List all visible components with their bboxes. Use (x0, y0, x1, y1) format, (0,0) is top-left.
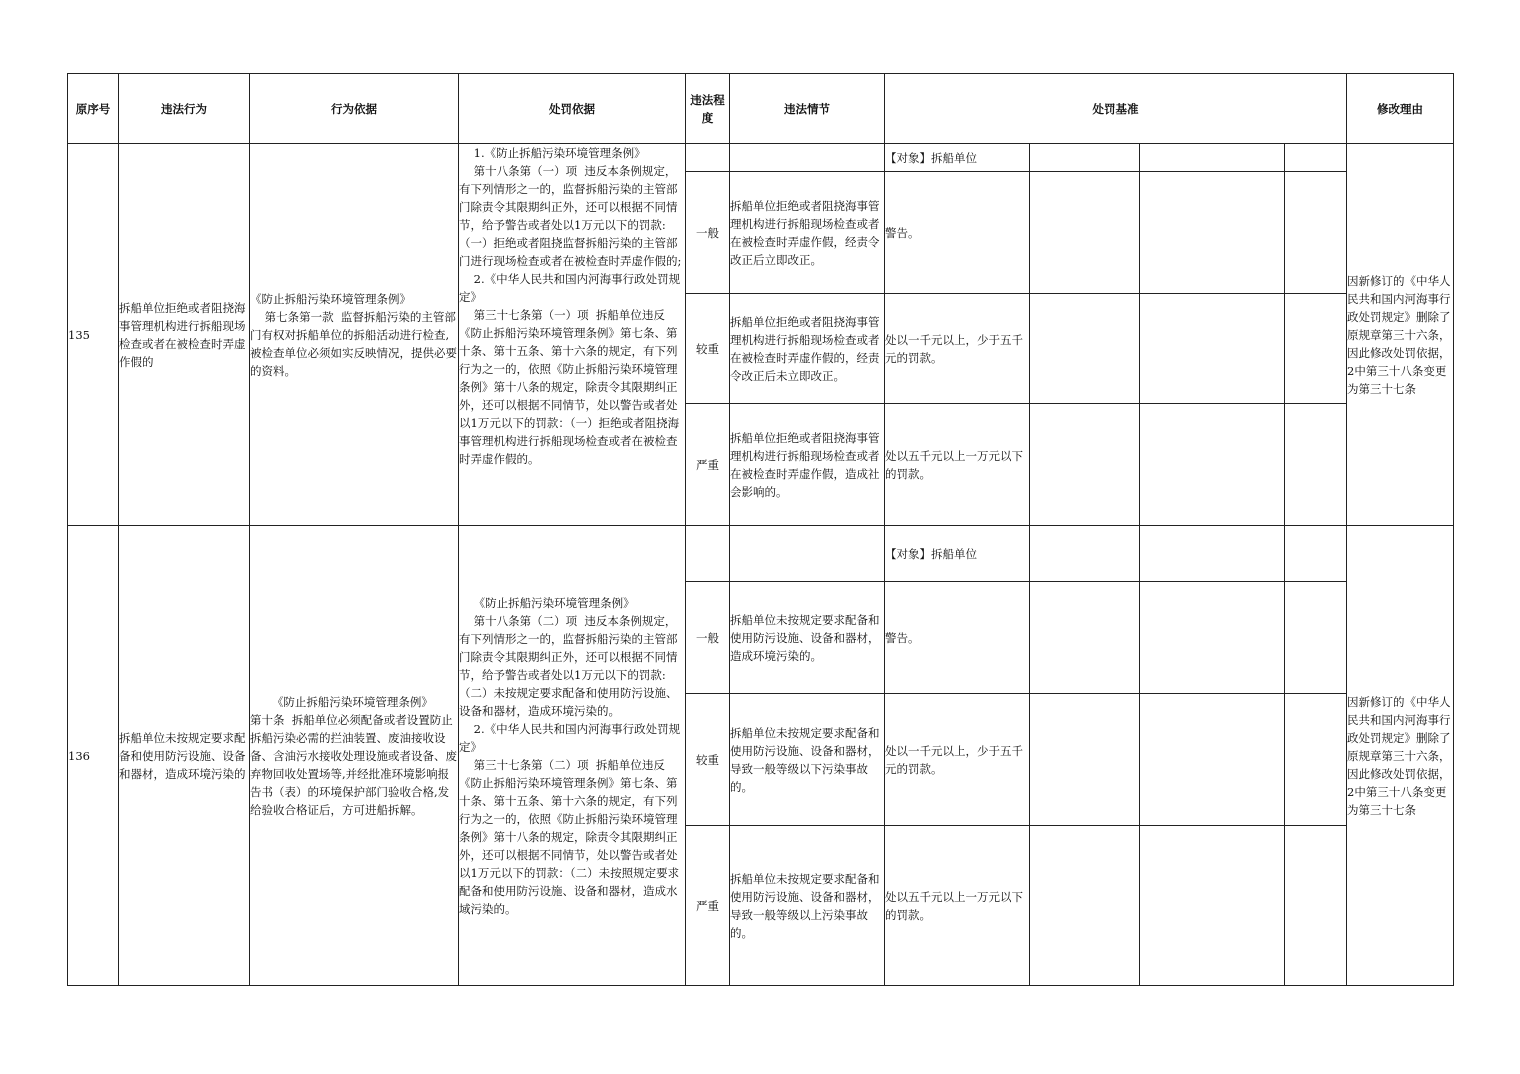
empty-cell (1285, 294, 1347, 404)
empty-cell (1285, 526, 1347, 582)
empty-cell (1140, 144, 1285, 172)
empty-cell (1140, 582, 1285, 694)
empty-cell (1285, 172, 1347, 294)
header-degree: 违法程度 (686, 74, 730, 144)
empty-cell (1285, 404, 1347, 526)
empty-cell (1030, 582, 1140, 694)
row-circumstance: 拆船单位未按规定要求配备和使用防污设施、设备和器材，导致一般等级以上污染事故的。 (730, 826, 885, 986)
row-degree: 一般 (686, 582, 730, 694)
row-standard: 处以一千元以上，少于五千元的罚款。 (885, 694, 1030, 826)
penalty-table (67, 73, 1454, 986)
empty-cell (1140, 172, 1285, 294)
row-standard: 处以五千元以上一万元以下的罚款。 (885, 826, 1030, 986)
empty-cell (1030, 526, 1140, 582)
header-seq: 原序号 (68, 74, 119, 144)
empty-cell (686, 144, 730, 172)
row-standard: 警告。 (885, 172, 1030, 294)
empty-cell (1285, 826, 1347, 986)
row-reason: 因新修订的《中华人民共和国内河海事行政处罚规定》删除了原规章第三十六条，因此修改处罚依据，2中第三十八条变更为第三十七条 (1347, 526, 1454, 986)
row-degree: 严重 (686, 404, 730, 526)
row-standard: 处以五千元以上一万元以下的罚款。 (885, 404, 1030, 526)
empty-cell (730, 144, 885, 172)
empty-cell (1030, 144, 1140, 172)
row-degree: 较重 (686, 294, 730, 404)
empty-cell (1285, 694, 1347, 826)
empty-cell (1030, 172, 1140, 294)
empty-cell (1140, 404, 1285, 526)
empty-cell (686, 526, 730, 582)
empty-cell (1030, 826, 1140, 986)
row-object: 【对象】拆船单位 (885, 144, 1030, 172)
row-behavior: 拆船单位未按规定要求配备和使用防污设施、设备和器材，造成环境污染的 (119, 526, 250, 986)
empty-cell (1285, 582, 1347, 694)
table-row (68, 144, 1454, 172)
row-standard: 警告。 (885, 582, 1030, 694)
row-circumstance: 拆船单位拒绝或者阻挠海事管理机构进行拆船现场检查或者在被检查时弄虚作假，造成社会影响的。 (730, 404, 885, 526)
empty-cell (1285, 144, 1347, 172)
row-seq: 136 (68, 526, 119, 986)
row-degree: 较重 (686, 694, 730, 826)
header-circumstance: 违法情节 (730, 74, 885, 144)
row-standard: 处以一千元以上，少于五千元的罚款。 (885, 294, 1030, 404)
row-behavior: 拆船单位拒绝或者阻挠海事管理机构进行拆船现场检查或者在被检查时弄虚作假的 (119, 144, 250, 526)
row-act-basis: 《防止拆船污染环境管理条例》 第十条 拆船单位必须配备或者设置防止拆船污染必需的拦油装置、废油接收设备、含油污水接收处理设施或者设备、废弃物回收处置场等,并经批准环境影响报告书（表）的环境保护部门验收合格,发给验收合格证后，方可进船拆解。 (250, 526, 459, 986)
empty-cell (1140, 526, 1285, 582)
row-act-basis: 《防止拆船污染环境管理条例》 第七条第一款 监督拆船污染的主管部门有权对拆船单位的拆船活动进行检查,被检查单位必须如实反映情况，提供必要的资料。 (250, 144, 459, 526)
row-degree: 一般 (686, 172, 730, 294)
empty-cell (1140, 294, 1285, 404)
empty-cell (1140, 826, 1285, 986)
table-row (68, 526, 1454, 582)
row-penalty-basis: 《防止拆船污染环境管理条例》 第十八条第（二）项 违反本条例规定，有下列情形之一的，监督拆船污染的主管部门除责令其限期纠正外，还可以根据不同情节，给予警告或者处以1万元以下的罚款:（二）未按规定要求配备和使用防污设施、设备和器材，造成环境污染的。 2.《中华人民共和国内河海事行政处罚规定》 第三十七条第（二）项 拆船单位违反《防止拆船污染环境管理条例》第七条、第十条、第十五条、第十六条的规定，有下列行为之一的，依照《防止拆船污染环境管理条例》第十八条的规定，除责令其限期纠正外，还可以根据不同情节，处以警告或者处以1万元以下的罚款：（二）未按照规定要求配备和使用防污设施、设备和器材，造成水域污染的。 (459, 526, 686, 986)
empty-cell (1140, 694, 1285, 826)
header-act-basis: 行为依据 (250, 74, 459, 144)
row-degree: 严重 (686, 826, 730, 986)
row-penalty-basis: 1.《防止拆船污染环境管理条例》 第十八条第（一）项 违反本条例规定，有下列情形之一的，监督拆船污染的主管部门除责令其限期纠正外，还可以根据不同情节，给予警告或者处以1万元以下的罚款:（一）拒绝或者阻挠监督拆船污染的主管部门进行现场检查或者在被检查时弄虚作假的; 2.《中华人民共和国内河海事行政处罚规定》 第三十七条第（一）项 拆船单位违反《防止拆船污染环境管理条例》第七条、第十条、第十五条、第十六条的规定，有下列行为之一的，依照《防止拆船污染环境管理条例》第十八条的规定，除责令其限期纠正外，还可以根据不同情节，处以警告或者处以1万元以下的罚款：（一）拒绝或者阻挠海事管理机构进行拆船现场检查或者在被检查时弄虚作假的。 (459, 144, 686, 526)
header-behavior: 违法行为 (119, 74, 250, 144)
row-circumstance: 拆船单位未按规定要求配备和使用防污设施、设备和器材，造成环境污染的。 (730, 582, 885, 694)
header-reason: 修改理由 (1347, 74, 1454, 144)
empty-cell (730, 526, 885, 582)
empty-cell (1030, 694, 1140, 826)
header-penalty-basis: 处罚依据 (459, 74, 686, 144)
row-circumstance: 拆船单位拒绝或者阻挠海事管理机构进行拆船现场检查或者在被检查时弄虚作假，经责令改正后立即改正。 (730, 172, 885, 294)
row-reason: 因新修订的《中华人民共和国内河海事行政处罚规定》删除了原规章第三十六条，因此修改处罚依据，2中第三十八条变更为第三十七条 (1347, 144, 1454, 526)
empty-cell (1030, 294, 1140, 404)
row-seq: 135 (68, 144, 119, 526)
row-object: 【对象】拆船单位 (885, 526, 1030, 582)
header-standard: 处罚基准 (885, 74, 1347, 144)
empty-cell (1030, 404, 1140, 526)
header-row (68, 74, 1454, 144)
row-circumstance: 拆船单位拒绝或者阻挠海事管理机构进行拆船现场检查或者在被检查时弄虚作假的，经责令改正后未立即改正。 (730, 294, 885, 404)
row-circumstance: 拆船单位未按规定要求配备和使用防污设施、设备和器材，导致一般等级以下污染事故的。 (730, 694, 885, 826)
